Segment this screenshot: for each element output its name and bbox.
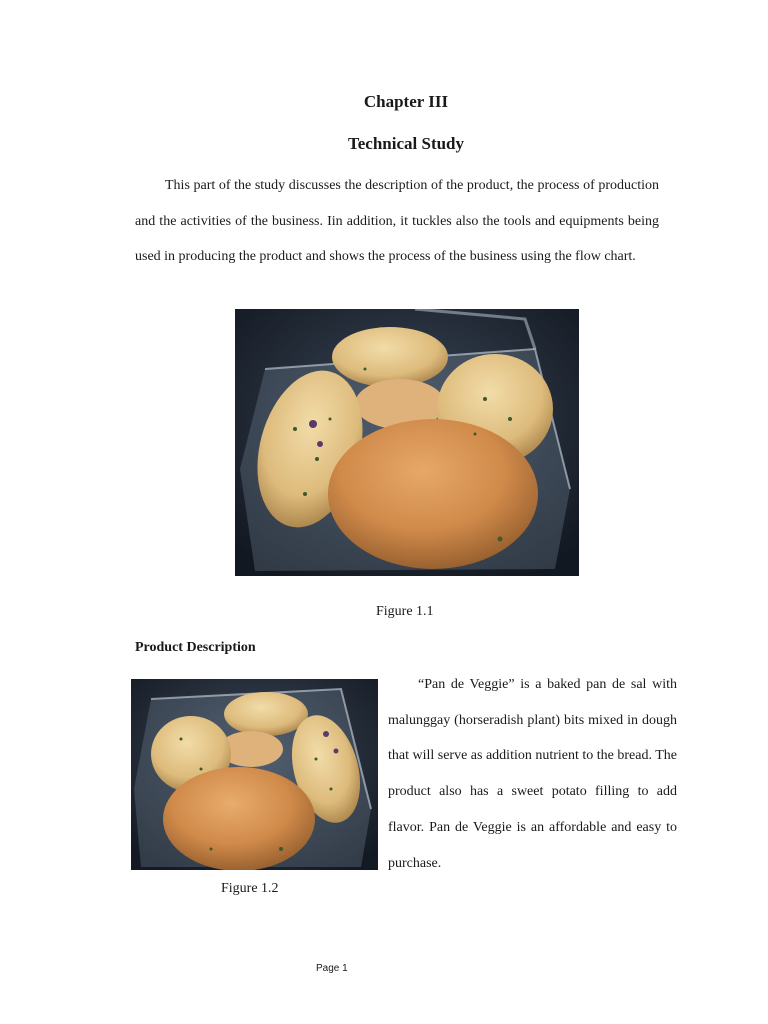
intro-text: This part of the study discusses the description of the product, the process of production and the activities of the business. Iin addition, it tuckles also the tools and equipments being used in producing the product and shows the process of the business using the flow chart. <box>135 178 659 265</box>
product-description-heading: Product Description <box>135 640 256 655</box>
figure-1-2-photo <box>131 679 378 870</box>
figure-1-2-caption: Figure 1.2 <box>221 881 279 896</box>
page-number: Page 1 <box>316 963 348 974</box>
product-description-paragraph <box>388 667 677 881</box>
product-description-text: “Pan de Veggie” is a baked pan de sal with malunggay (horseradish plant) bits mixed in dough that will serve as addition nutrient to the bread. The product also has a sweet potato filling to add flavor. Pan de Veggie is an affordable and easy to purchase. <box>388 677 677 871</box>
figure-1-1-photo <box>235 309 579 576</box>
chapter-heading: Chapter III <box>363 92 449 111</box>
section-title: Technical Study <box>347 134 465 153</box>
figure-1-1-caption: Figure 1.1 <box>376 604 434 619</box>
intro-paragraph <box>135 168 659 275</box>
